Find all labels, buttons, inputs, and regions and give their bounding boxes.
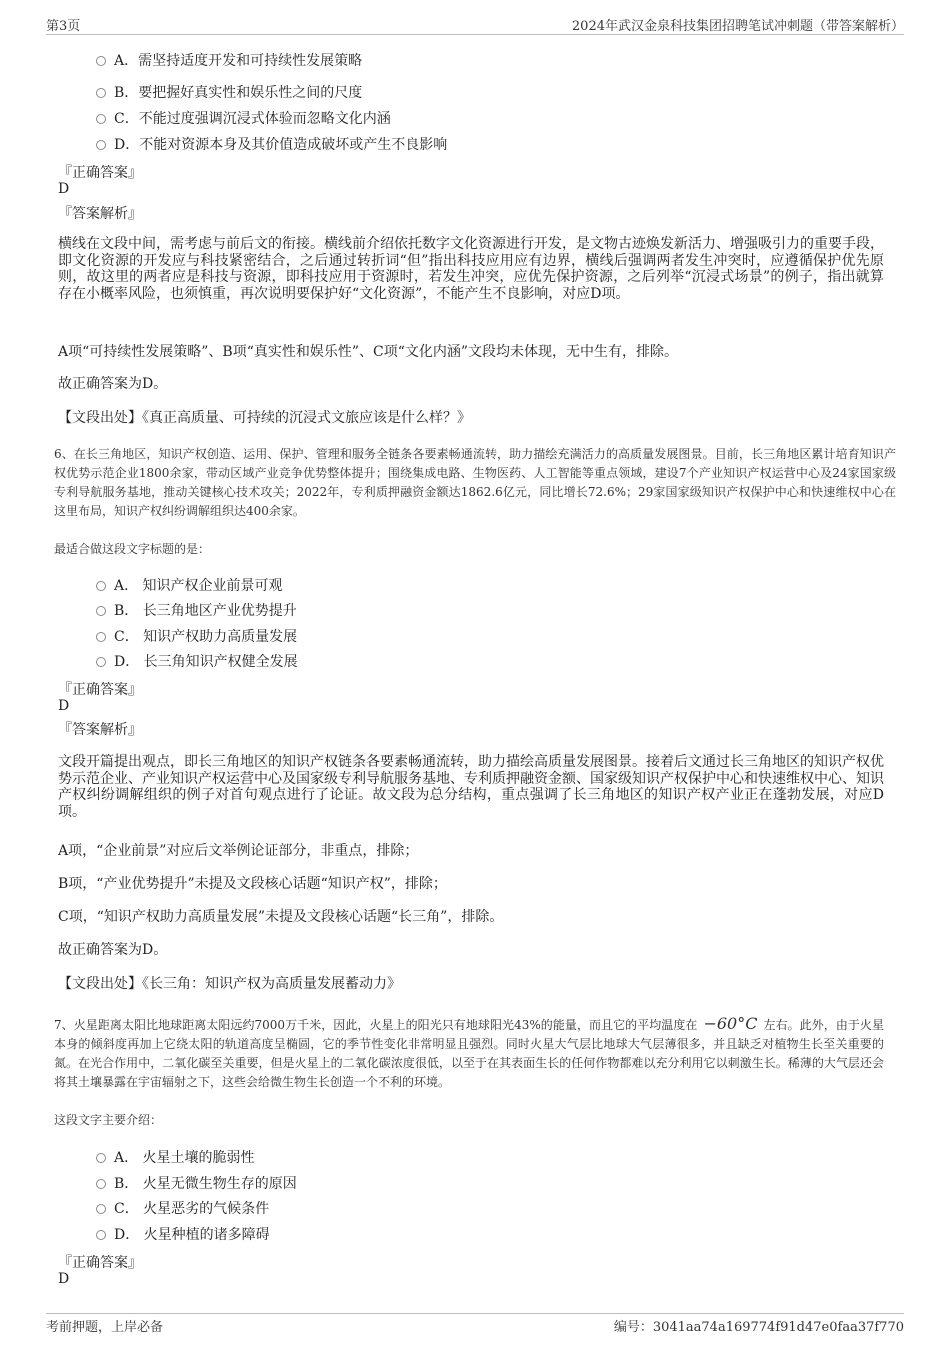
q6-elimination-b: B项，“产业优势提升”未提及文段核心话题“知识产权”，排除； [58, 876, 447, 892]
radio-icon[interactable] [96, 1153, 106, 1163]
q7-option-d[interactable]: D． 火星种植的诸多障碍 [96, 1224, 270, 1244]
page-header [46, 14, 904, 35]
q5-option-a[interactable]: A．需坚持适度开发和可持续性发展策略 [96, 50, 362, 70]
temperature-formula: −60°C [703, 1014, 758, 1033]
q7-prompt: 这段文字主要介绍： [54, 1113, 163, 1127]
radio-icon[interactable] [96, 1230, 106, 1240]
q7-stem: 7、火星距离太阳比地球距离太阳远约7000万千米，因此，火星上的阳光只有地球阳光43%的能量，而且它的平均温度在 −60°C 左右。此外，由于火星本身的倾斜度再加上它绕太阳的轨道高度呈椭圆，它的季节性变化非常明显且强烈。同时火星大气层比地球大气层薄很多，并且缺乏对植物生长至关重要的氮。在光合作用中，二氧化碳至关重要，但是火星上的二氧化碳浓度很低，以至于在其表面生长的任何作物都难以充分利用它以刺激生长。稀薄的大气层还会将其土壤暴露在宇宙辐射之下，这些会给微生物生长创造一个不利的环境。 [54, 1014, 884, 1089]
q6-answer-label: 『正确答案』 [58, 682, 142, 698]
q5-elimination: A项“可持续性发展策略”、B项“真实性和娱乐性”、C项“文化内涵”文段均未体现，无中生有，排除。 [58, 344, 679, 360]
radio-icon[interactable] [96, 657, 106, 667]
radio-icon[interactable] [96, 1179, 106, 1189]
document-code: 编号：3041aa74a169774f91d47e0faa37f770 [613, 1320, 904, 1335]
q6-source: 【文段出处】《长三角：知识产权为高质量发展蓄动力》 [58, 976, 401, 992]
footer-slogan: 考前押题，上岸必备 [46, 1320, 164, 1335]
q5-answer: D [58, 181, 70, 197]
radio-icon[interactable] [96, 632, 106, 642]
page-number: 第3页 [46, 19, 81, 34]
q5-option-c[interactable]: C．不能过度强调沉浸式体验而忽略文化内涵 [96, 108, 391, 128]
q6-conclusion: 故正确答案为D。 [58, 942, 168, 958]
radio-icon[interactable] [96, 88, 106, 98]
radio-icon[interactable] [96, 606, 106, 616]
q6-analysis-label: 『答案解析』 [58, 722, 142, 738]
q5-answer-label: 『正确答案』 [58, 165, 142, 181]
radio-icon[interactable] [96, 114, 106, 124]
q5-analysis-label: 『答案解析』 [58, 206, 142, 222]
q6-option-a[interactable]: A． 知识产权企业前景可观 [96, 575, 283, 595]
q7-option-c[interactable]: C． 火星恶劣的气候条件 [96, 1198, 269, 1218]
radio-icon[interactable] [96, 581, 106, 591]
document-title: 2024年武汉金泉科技集团招聘笔试冲刺题（带答案解析） [571, 19, 904, 34]
q5-conclusion: 故正确答案为D。 [58, 376, 168, 392]
q5-analysis: 横线在文段中间，需考虑与前后文的衔接。横线前介绍依托数字文化资源进行开发，是文物古迹焕发新活力、增强吸引力的重要手段，即文化资源的开发应与科技紧密结合，之后通过转折词“但”指出科技应用应有边界，横线后强调两者发生冲突时，应遵循保护优先原则，故这里的两者应是科技与资源，即科技应用于资源时，若发生冲突，应优先保护资源，之后列举“沉浸式场景”的例子，指出就算存在小概率风险，也须慎重，再次说明要保护好“文化资源”，不能产生不良影响，对应D项。 [58, 236, 884, 302]
q7-answer: D [58, 1271, 70, 1287]
radio-icon[interactable] [96, 56, 106, 66]
page-footer [46, 1313, 904, 1336]
q6-stem: 6、在长三角地区，知识产权创造、运用、保护、管理和服务全链条各要素畅通流转，助力描绘充满活力的高质量发展图景。目前，长三角地区累计培育知识产权优势示范企业1800余家，带动区域产业竞争优势整体提升；围绕集成电路、生物医药、人工智能等重点领域，建设7个产业知识产权运营中心及24家国家级专利导航服务基地，推动关键核心技术攻关；2022年，专利质押融资金额达1862.6亿元，同比增长72.6%；29家国家级知识产权保护中心和快速维权中心在这里布局，知识产权纠纷调解组织达400余家。 [54, 447, 896, 518]
q6-analysis: 文段开篇提出观点，即长三角地区的知识产权链条各要素畅通流转，助力描绘高质量发展图景。接着后文通过长三角地区的知识产权优势示范企业、产业知识产权运营中心及国家级专利导航服务基地、专利质押融资金额、国家级知识产权保护中心和快速维权中心、知识产权纠纷调解组织的例子对首句观点进行了论证。故文段为总分结构，重点强调了长三角地区的知识产权产业正在蓬勃发展，对应D项。 [58, 754, 884, 820]
q7-option-b[interactable]: B． 火星无微生物生存的原因 [96, 1173, 297, 1193]
q6-option-d[interactable]: D． 长三角知识产权健全发展 [96, 651, 298, 671]
q5-source: 【文段出处】《真正高质量、可持续的沉浸式文旅应该是什么样？》 [58, 410, 471, 426]
q7-answer-label: 『正确答案』 [58, 1255, 142, 1271]
q6-elimination-a: A项，“企业前景”对应后文举例论证部分，非重点，排除； [58, 843, 419, 859]
q6-option-b[interactable]: B． 长三角地区产业优势提升 [96, 600, 297, 620]
radio-icon[interactable] [96, 1204, 106, 1214]
q7-option-a[interactable]: A． 火星土壤的脆弱性 [96, 1147, 255, 1167]
q5-option-b[interactable]: B．要把握好真实性和娱乐性之间的尺度 [96, 82, 362, 102]
q6-answer: D [58, 698, 70, 714]
q6-prompt: 最适合做这段文字标题的是： [54, 542, 211, 556]
q5-option-d[interactable]: D．不能对资源本身及其价值造成破坏或产生不良影响 [96, 134, 447, 154]
q6-elimination-c: C项，“知识产权助力高质量发展”未提及文段核心话题“长三角”，排除。 [58, 909, 504, 925]
radio-icon[interactable] [96, 140, 106, 150]
q6-option-c[interactable]: C． 知识产权助力高质量发展 [96, 626, 297, 646]
